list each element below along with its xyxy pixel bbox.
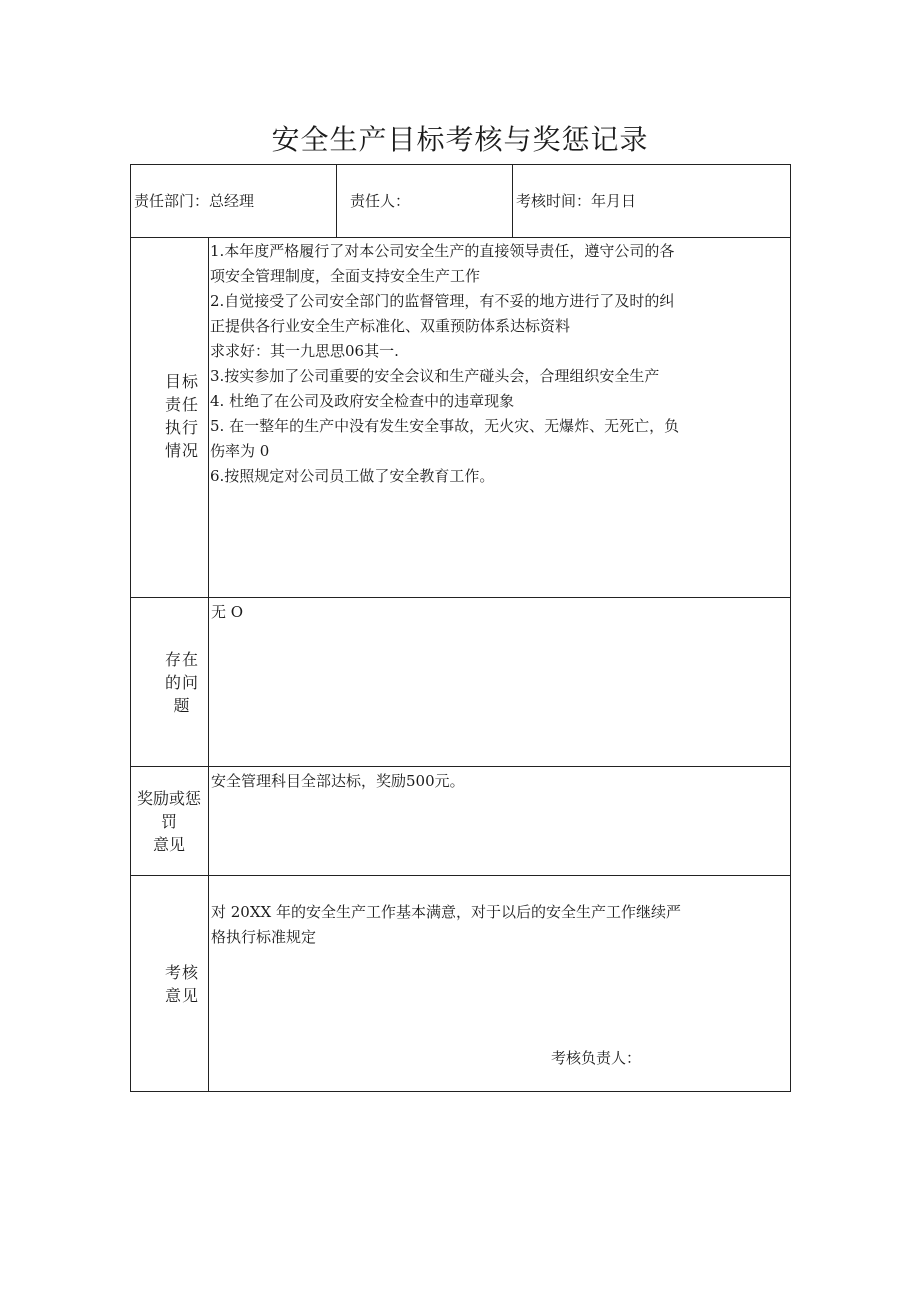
goal-line: 求求好：其一九思思06其一. (210, 342, 399, 360)
goal-line: 项安全管理制度，全面支持安全生产工作 (210, 267, 481, 285)
page-title: 安全生产目标考核与奖惩记录 (271, 123, 649, 156)
rewards-label: 奖励或惩 罚 意见 (136, 789, 201, 854)
review-content (211, 900, 681, 950)
row-divider (130, 237, 791, 238)
department-cell: 责任部门：总经理 (134, 192, 255, 210)
review-line: 对 20XX 年的安全生产工作基本满意，对于以后的安全生产工作继续严 (211, 903, 681, 921)
goal-line: 4. 杜绝了在公司及政府安全检查中的违章现象 (210, 392, 515, 410)
row-divider (130, 875, 791, 876)
header-divider (512, 164, 513, 237)
problems-label: 存在 的问 题 (164, 650, 199, 715)
goals-content (210, 239, 679, 489)
review-time-cell: 考核时间：年月日 (516, 192, 637, 210)
row-divider (130, 766, 791, 767)
header-divider (336, 164, 337, 237)
goal-line: 6.按照规定对公司员工做了安全教育工作。 (210, 467, 495, 485)
responsible-cell: 责任人： (350, 192, 411, 210)
reviewer-signature: 考核负责人： (551, 1049, 642, 1067)
review-label: 考核 意见 (164, 963, 199, 1005)
goal-line: 正提供各行业安全生产标准化、双重预防体系达标资料 (210, 317, 571, 335)
row-divider (130, 597, 791, 598)
goal-line: 1.本年度严格履行了对本公司安全生产的直接领导责任，遵守公司的各 (210, 242, 675, 260)
goal-line: 2.自觉接受了公司安全部门的监督管理，有不妥的地方进行了及时的纠 (210, 292, 675, 310)
goal-line: 伤率为 0 (210, 442, 270, 460)
problems-content: 无 O (211, 603, 244, 621)
label-column-divider (208, 237, 209, 1092)
rewards-content: 安全管理科目全部达标，奖励500元。 (211, 772, 465, 790)
review-line: 格执行标准规定 (211, 928, 317, 946)
goal-line: 5. 在一整年的生产中没有发生安全事故，无火灾、无爆炸、无死亡，负 (210, 417, 680, 435)
goals-label: 目标 责任 执行 情况 (164, 372, 199, 460)
goal-line: 3.按实参加了公司重要的安全会议和生产碰头会，合理组织安全生产 (210, 367, 660, 385)
